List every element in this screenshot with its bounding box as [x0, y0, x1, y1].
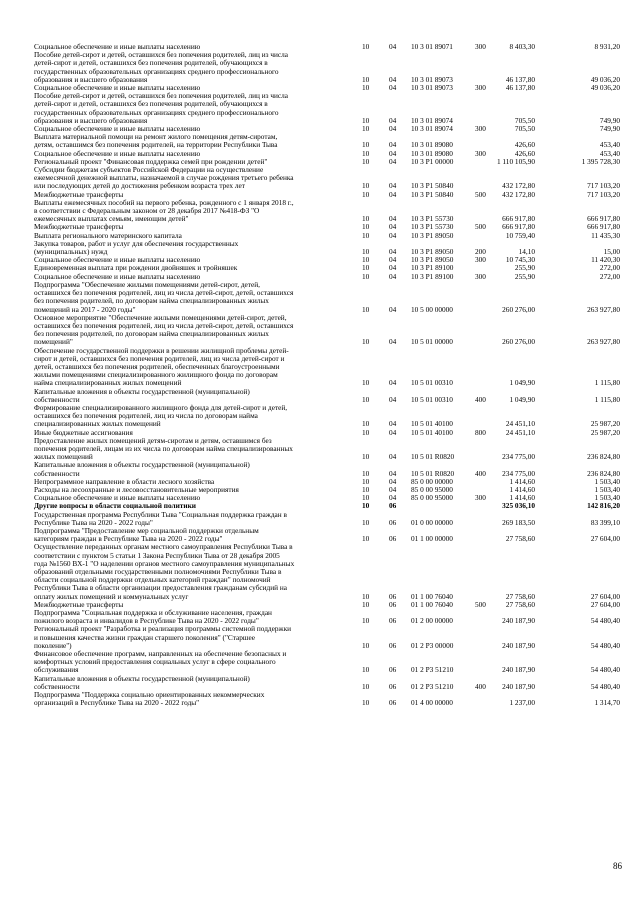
amount-year-1: 1 414,60 — [509, 484, 535, 494]
section-code: 10 — [362, 263, 370, 273]
row-name: Закупка товаров, работ и услуг для обеспечения государственных (муниципальных) нужд — [34, 238, 239, 257]
amount-year-1: 234 775,00 — [502, 452, 535, 462]
subsection-code: 04 — [389, 378, 397, 388]
row-name: Выплаты ежемесячных пособий на первого ребенка, рожденного с 1 января 2018 г., в соответствии с Федеральным законом от 28 декабря 2017 №418-ФЗ "О ежемесячных выплатах семьям, имеющим детей" — [34, 197, 294, 224]
expense-type-code: 300 — [475, 255, 486, 265]
section-code: 10 — [362, 189, 370, 199]
amount-year-1: 255,90 — [514, 271, 535, 281]
amount-year-2: 453,40 — [599, 140, 620, 150]
target-article-code: 10 5 01 00310 — [411, 394, 453, 404]
target-article-code: 10 3 P1 89100 — [411, 271, 454, 281]
section-code: 10 — [362, 484, 370, 494]
amount-year-2: 49 036,20 — [590, 74, 620, 84]
amount-year-2: 15,00 — [603, 247, 620, 257]
target-article-code: 10 3 P1 89050 — [411, 255, 454, 265]
amount-year-1: 1 110 105,90 — [496, 156, 535, 166]
row-name: Капитальные вложения в объекты государственной (муниципальной) собственности — [34, 673, 250, 691]
subsection-code: 06 — [389, 591, 397, 601]
row-name: Предоставление жилых помещений детям-сиротам и детям, оставшимся без попечения родителей, лицам из их числа по договорам найма специализированных жилых помещений — [34, 435, 293, 462]
row-name: Социальное обеспечение и иные выплаты населению — [34, 83, 201, 93]
target-article-code: 10 3 01 89074 — [411, 124, 453, 134]
target-article-code: 01 4 00 00000 — [411, 698, 453, 708]
amount-year-1: 705,50 — [514, 115, 535, 125]
amount-year-2: 25 987,20 — [590, 427, 620, 437]
amount-year-1: 260 276,00 — [502, 304, 535, 314]
subsection-code: 04 — [389, 83, 397, 93]
section-code: 10 — [362, 501, 370, 511]
table-row — [34, 388, 620, 404]
subsection-code: 06 — [389, 665, 397, 675]
amount-year-1: 234 775,00 — [502, 468, 535, 478]
amount-year-2: 27 604,00 — [590, 591, 620, 601]
section-code: 10 — [362, 681, 370, 691]
expense-type-code: 300 — [475, 124, 486, 134]
expense-type-code: 800 — [475, 427, 486, 437]
subsection-code: 04 — [389, 263, 397, 273]
amount-year-2: 749,90 — [599, 115, 620, 125]
row-name: Государственная программа Республики Тыва "Социальная поддержка граждан в Республике Тыва на 2020 - 2022 годы" — [34, 509, 287, 527]
section-code: 10 — [362, 42, 370, 51]
row-name: Межбюджетные трансферты — [34, 222, 124, 232]
row-name: Пособие детей-сирот и детей, оставшихся без попечения родителей, лиц из числа детей-сирот и детей, оставшихся без попечения родителей, обучающихся в государственных образовательных организациях среднего профессионального образования и высшего образования — [34, 50, 289, 84]
section-code: 10 — [362, 255, 370, 265]
row-name: Подпрограмма "Обеспечение жилыми помещениями детей-сирот, детей, оставшихся без попечения родителей, лиц из числа детей-сирот, детей, оставшихся без попечения родителей, по договорам найма специализированных жилых помещений на 2017 - 2020 годы" — [34, 279, 294, 314]
amount-year-1: 24 451,10 — [505, 419, 535, 429]
target-article-code: 01 1 00 00000 — [411, 534, 453, 544]
row-name: Другие вопросы в области социальной политики — [34, 501, 196, 511]
subsection-code: 04 — [389, 427, 397, 437]
amount-year-2: 666 917,80 — [587, 222, 620, 232]
row-name: Подпрограмма "Социальная поддержка и обслуживание населения, граждан пожилого возраста и инвалидов в Республике Тыва на 2020 - 2022 годы" — [34, 608, 272, 626]
section-code: 10 — [362, 534, 370, 544]
amount-year-1: 240 187,90 — [502, 616, 535, 626]
amount-year-1: 666 917,80 — [502, 222, 535, 232]
amount-year-2: 142 816,20 — [587, 501, 620, 511]
expense-type-code: 200 — [475, 247, 486, 257]
row-name: Иные бюджетные ассигнования — [34, 427, 133, 437]
section-code: 10 — [362, 115, 370, 125]
subsection-code: 04 — [389, 74, 397, 84]
table-row — [34, 92, 620, 125]
amount-year-1: 260 276,00 — [502, 337, 535, 347]
row-name: Социальное обеспечение и иные выплаты населению — [34, 124, 201, 134]
expense-type-code: 300 — [475, 493, 486, 503]
amount-year-2: 27 604,00 — [590, 599, 620, 609]
subsection-code: 04 — [389, 493, 397, 503]
section-code: 10 — [362, 517, 370, 527]
section-code: 10 — [362, 214, 370, 224]
amount-year-1: 46 137,80 — [505, 83, 535, 93]
section-code: 10 — [362, 616, 370, 626]
amount-year-1: 10 745,30 — [505, 255, 535, 265]
amount-year-2: 27 604,00 — [590, 534, 620, 544]
section-code: 10 — [362, 247, 370, 257]
subsection-code: 04 — [389, 181, 397, 191]
subsection-code: 06 — [389, 640, 397, 650]
section-code: 10 — [362, 337, 370, 347]
row-name: Формирование специализированного жилищного фонда для детей-сирот и детей, оставшихся без попечения родителей, лиц из числа по договорам найма специализированных жилых помещений — [34, 402, 288, 429]
subsection-code: 04 — [389, 148, 397, 158]
row-name: Основное мероприятие "Обеспечение жилыми помещениями детей-сирот, детей, оставшихся без попечения родителей, лиц из числа детей-сирот, детей, оставшихся без попечения родителей, по договорам найма специализированных жилых помещений" — [34, 312, 294, 347]
subsection-code: 04 — [389, 255, 397, 265]
subsection-code: 04 — [389, 419, 397, 429]
amount-year-2: 1 115,80 — [594, 394, 620, 404]
section-code: 10 — [362, 140, 370, 150]
target-article-code: 10 3 P1 89050 — [411, 230, 454, 240]
target-article-code: 10 3 01 89073 — [411, 74, 453, 84]
amount-year-2: 1 115,80 — [594, 378, 620, 388]
target-article-code: 10 5 01 R0820 — [411, 452, 455, 462]
target-article-code: 10 3 01 89071 — [411, 42, 453, 51]
amount-year-1: 426,60 — [514, 148, 535, 158]
section-code: 10 — [362, 427, 370, 437]
subsection-code: 06 — [389, 681, 397, 691]
expense-type-code: 400 — [475, 394, 486, 404]
table-row — [34, 691, 620, 707]
row-name: Обеспечение государственной поддержки в решении жилищной проблемы детей- сирот и детей, оставшихся без попечения родителей, лиц из числа детей-сирот и детей, оставшихся без попечения родителей, обеспеченных благоустроенными жилыми помещениями специализированного жилищного фонда по договорам найма специализированных жилых помещений — [34, 345, 289, 388]
row-name: Региональный проект "Финансовая поддержка семей при рождении детей" — [34, 156, 268, 166]
section-code: 10 — [362, 599, 370, 609]
table-row — [34, 527, 620, 543]
target-article-code: 10 5 01 40100 — [411, 419, 453, 429]
subsection-code: 04 — [389, 247, 397, 257]
target-article-code: 10 3 P1 89100 — [411, 263, 454, 273]
amount-year-1: 27 758,60 — [505, 534, 535, 544]
target-article-code: 10 3 P1 50840 — [411, 181, 454, 191]
table-row — [34, 675, 620, 691]
row-name: Субсидии бюджетам субъектов Российской Федерации на осуществление ежемесячной денежной выплаты, назначаемой в случае рождения третьего ребенка или последующих детей до достижения ребенком возраста трех лет — [34, 165, 294, 191]
amount-year-1: 240 187,90 — [502, 681, 535, 691]
amount-year-1: 27 758,60 — [505, 591, 535, 601]
target-article-code: 85 0 00 00000 — [411, 476, 453, 486]
expense-type-code: 400 — [475, 468, 486, 478]
section-code: 10 — [362, 156, 370, 166]
row-name: Региональный проект "Разработка и реализация программы системной поддержки и повышения качества жизни граждан старшего поколения" ("Старшее поколение") — [34, 624, 292, 650]
amount-year-1: 325 036,10 — [502, 501, 535, 511]
subsection-code: 04 — [389, 452, 397, 462]
row-name: Межбюджетные трансферты — [34, 189, 124, 199]
amount-year-1: 1 049,90 — [509, 378, 535, 388]
amount-year-1: 10 759,40 — [505, 230, 535, 240]
amount-year-1: 24 451,10 — [505, 427, 535, 437]
target-article-code: 10 5 01 00000 — [411, 337, 453, 347]
subsection-code: 04 — [389, 394, 397, 404]
target-article-code: 10 3 P1 00000 — [411, 156, 454, 166]
row-name: Социальное обеспечение и иные выплаты населению — [34, 148, 201, 158]
row-name: Подпрограмма "Предоставление мер социальной поддержки отдельным категориям граждан в Республике Тыва на 2020 - 2022 годы" — [34, 525, 259, 544]
section-code: 10 — [362, 698, 370, 708]
amount-year-2: 453,40 — [599, 148, 620, 158]
amount-year-2: 11 435,30 — [591, 230, 620, 240]
section-code: 10 — [362, 394, 370, 404]
amount-year-2: 236 824,80 — [587, 468, 620, 478]
section-code: 10 — [362, 230, 370, 240]
amount-year-1: 14,10 — [518, 247, 535, 257]
amount-year-2: 54 480,40 — [590, 665, 620, 675]
row-name: Межбюджетные трансферты — [34, 599, 124, 609]
table-row — [34, 133, 620, 149]
amount-year-2: 749,90 — [599, 124, 620, 134]
amount-year-2: 25 987,20 — [590, 419, 620, 429]
amount-year-2: 1 503,40 — [594, 484, 620, 494]
amount-year-1: 705,50 — [514, 124, 535, 134]
table-row — [34, 625, 620, 650]
subsection-code: 04 — [389, 214, 397, 224]
target-article-code: 10 3 01 89074 — [411, 115, 453, 125]
subsection-code: 04 — [389, 42, 397, 51]
amount-year-1: 240 187,90 — [502, 665, 535, 675]
target-article-code: 85 0 00 95000 — [411, 484, 453, 494]
table-row — [34, 437, 620, 462]
expense-type-code: 400 — [475, 681, 486, 691]
amount-year-2: 1 395 728,30 — [581, 156, 620, 166]
row-name: Осуществление переданных органам местного самоуправления Республики Тыва в соответствии с пунктом 5 статьи 1 Закона Республики Тыва от 28 декабря 2005 года №1560 ВХ-1 "О наделении органов местного самоуправления муниципальных образований отдельными государственными полномочиями Республики Тыва в области социальной поддержки отдельных категорий граждан" полномочий Республики Тыва в области организации предоставления гражданам субсидий на оплату жилых помещений и коммунальных услуг — [34, 542, 295, 601]
table-row — [34, 51, 620, 84]
expense-type-code: 300 — [475, 83, 486, 93]
amount-year-2: 666 917,80 — [587, 214, 620, 224]
table-row — [34, 461, 620, 477]
section-code: 10 — [362, 468, 370, 478]
section-code: 10 — [362, 591, 370, 601]
amount-year-2: 54 480,40 — [590, 616, 620, 626]
table-row — [34, 347, 620, 388]
amount-year-1: 27 758,60 — [505, 599, 535, 609]
row-name: Подпрограмма "Поддержка социально ориентированных некоммерческих организаций в Республике Тыва на 2020 - 2022 годы" — [34, 690, 265, 708]
budget-table — [34, 43, 620, 707]
section-code: 10 — [362, 222, 370, 232]
amount-year-2: 717 103,20 — [587, 189, 620, 199]
subsection-code: 04 — [389, 230, 397, 240]
table-row — [34, 199, 620, 224]
section-code: 10 — [362, 452, 370, 462]
subsection-code: 04 — [389, 468, 397, 478]
subsection-code: 06 — [389, 534, 397, 544]
row-name: Непрограммное направление в области лесного хозяйства — [34, 476, 215, 486]
expense-type-code: 300 — [475, 148, 486, 158]
target-article-code: 10 3 P1 50840 — [411, 189, 454, 199]
target-article-code: 01 2 P3 00000 — [411, 640, 454, 650]
target-article-code: 10 3 P1 55730 — [411, 222, 454, 232]
amount-year-1: 269 183,50 — [502, 517, 535, 527]
section-code: 10 — [362, 74, 370, 84]
amount-year-1: 666 917,80 — [502, 214, 535, 224]
target-article-code: 10 3 01 89080 — [411, 148, 453, 158]
section-code: 10 — [362, 271, 370, 281]
section-code: 10 — [362, 124, 370, 134]
target-article-code: 10 3 01 89073 — [411, 83, 453, 93]
page-number: 86 — [613, 861, 622, 871]
subsection-code: 04 — [389, 337, 397, 347]
subsection-code: 06 — [389, 599, 397, 609]
target-article-code: 01 1 00 76040 — [411, 591, 453, 601]
amount-year-2: 54 480,40 — [590, 640, 620, 650]
amount-year-1: 8 403,30 — [509, 42, 535, 51]
expense-type-code: 500 — [475, 222, 486, 232]
amount-year-2: 8 931,20 — [594, 42, 620, 51]
row-name: Социальное обеспечение и иные выплаты населению — [34, 42, 201, 51]
subsection-code: 04 — [389, 189, 397, 199]
target-article-code: 01 2 P3 51210 — [411, 665, 454, 675]
section-code: 10 — [362, 83, 370, 93]
section-code: 10 — [362, 665, 370, 675]
amount-year-2: 1 314,70 — [594, 698, 620, 708]
expense-type-code: 500 — [475, 189, 486, 199]
target-article-code: 01 0 00 00000 — [411, 517, 453, 527]
subsection-code: 04 — [389, 156, 397, 166]
target-article-code: 10 5 01 40100 — [411, 427, 453, 437]
subsection-code: 06 — [389, 616, 397, 626]
amount-year-1: 1 049,90 — [509, 394, 535, 404]
table-row — [34, 650, 620, 675]
amount-year-2: 263 927,80 — [587, 337, 620, 347]
subsection-code: 04 — [389, 222, 397, 232]
target-article-code: 10 3 P1 55730 — [411, 214, 454, 224]
row-name: Выплата материальной помощи на ремонт жилого помещения детям-сиротам, детям, оставшимся без попечения родителей, на территории Республики Тыва — [34, 132, 278, 150]
amount-year-2: 11 420,30 — [591, 255, 620, 265]
amount-year-1: 1 414,60 — [509, 476, 535, 486]
amount-year-1: 426,60 — [514, 140, 535, 150]
table-row — [34, 314, 620, 347]
amount-year-1: 240 187,90 — [502, 640, 535, 650]
table-row — [34, 543, 620, 600]
expense-type-code: 300 — [475, 42, 486, 51]
row-name: Социальное обеспечение и иные выплаты населению — [34, 493, 201, 503]
row-name: Капитальные вложения в объекты государственной (муниципальной) собственности — [34, 386, 250, 404]
row-name: Социальное обеспечение и иные выплаты населению — [34, 271, 201, 281]
amount-year-2: 272,00 — [599, 271, 620, 281]
table-row — [34, 511, 620, 527]
row-name: Выплата регионального материнского капитала — [34, 230, 182, 240]
amount-year-1: 255,90 — [514, 263, 535, 273]
subsection-code: 06 — [389, 517, 397, 527]
target-article-code: 10 5 01 00310 — [411, 378, 453, 388]
amount-year-2: 272,00 — [599, 263, 620, 273]
section-code: 10 — [362, 476, 370, 486]
target-article-code: 85 0 00 95000 — [411, 493, 453, 503]
target-article-code: 10 5 00 00000 — [411, 304, 453, 314]
target-article-code: 10 3 P1 89050 — [411, 247, 454, 257]
section-code: 10 — [362, 493, 370, 503]
amount-year-2: 236 824,80 — [587, 452, 620, 462]
table-row — [34, 609, 620, 625]
section-code: 10 — [362, 181, 370, 191]
row-name: Единовременная выплата при рождении двойняшек и тройняшек — [34, 263, 238, 273]
target-article-code: 10 5 01 R0820 — [411, 468, 455, 478]
subsection-code: 04 — [389, 476, 397, 486]
expense-type-code: 500 — [475, 599, 486, 609]
subsection-code: 04 — [389, 140, 397, 150]
row-name: Пособие детей-сирот и детей, оставшихся без попечения родителей, лиц из числа детей-сирот и детей, оставшихся без попечения родителей, обучающихся в государственных образовательных организациях среднего профессионального образования и высшего образования — [34, 91, 289, 125]
expense-type-code: 300 — [475, 271, 486, 281]
amount-year-2: 83 399,10 — [590, 517, 620, 527]
amount-year-2: 1 503,40 — [594, 493, 620, 503]
section-code: 10 — [362, 640, 370, 650]
section-code: 10 — [362, 304, 370, 314]
table-row — [34, 281, 620, 314]
amount-year-1: 432 172,80 — [502, 189, 535, 199]
table-row — [34, 240, 620, 256]
subsection-code: 04 — [389, 271, 397, 281]
amount-year-2: 49 036,20 — [590, 83, 620, 93]
amount-year-1: 46 137,80 — [505, 74, 535, 84]
subsection-code: 06 — [389, 698, 397, 708]
amount-year-1: 432 172,80 — [502, 181, 535, 191]
table-row — [34, 404, 620, 429]
amount-year-2: 1 503,40 — [594, 476, 620, 486]
row-name: Социальное обеспечение и иные выплаты населению — [34, 255, 201, 265]
amount-year-2: 717 103,20 — [587, 181, 620, 191]
row-name: Расходы на лесоохранные и лесовосстановительные мероприятия — [34, 484, 239, 494]
amount-year-2: 263 927,80 — [587, 304, 620, 314]
table-row — [34, 166, 620, 191]
target-article-code: 01 1 00 76040 — [411, 599, 453, 609]
section-code: 10 — [362, 148, 370, 158]
row-name: Капитальные вложения в объекты государственной (муниципальной) собственности — [34, 460, 250, 478]
subsection-code: 04 — [389, 124, 397, 134]
section-code: 10 — [362, 419, 370, 429]
target-article-code: 01 2 P3 51210 — [411, 681, 454, 691]
subsection-code: 04 — [389, 115, 397, 125]
section-code: 10 — [362, 378, 370, 388]
target-article-code: 10 3 01 89080 — [411, 140, 453, 150]
amount-year-1: 1 414,60 — [509, 493, 535, 503]
amount-year-2: 54 480,40 — [590, 681, 620, 691]
subsection-code: 04 — [389, 304, 397, 314]
row-name: Финансовое обеспечение программ, направленных на обеспечение безопасных и комфортных условий предоставления социальных услуг в сфере социального обслуживания — [34, 649, 287, 675]
amount-year-1: 1 237,00 — [509, 698, 535, 708]
target-article-code: 01 2 00 00000 — [411, 616, 453, 626]
subsection-code: 06 — [389, 501, 397, 511]
subsection-code: 04 — [389, 484, 397, 494]
